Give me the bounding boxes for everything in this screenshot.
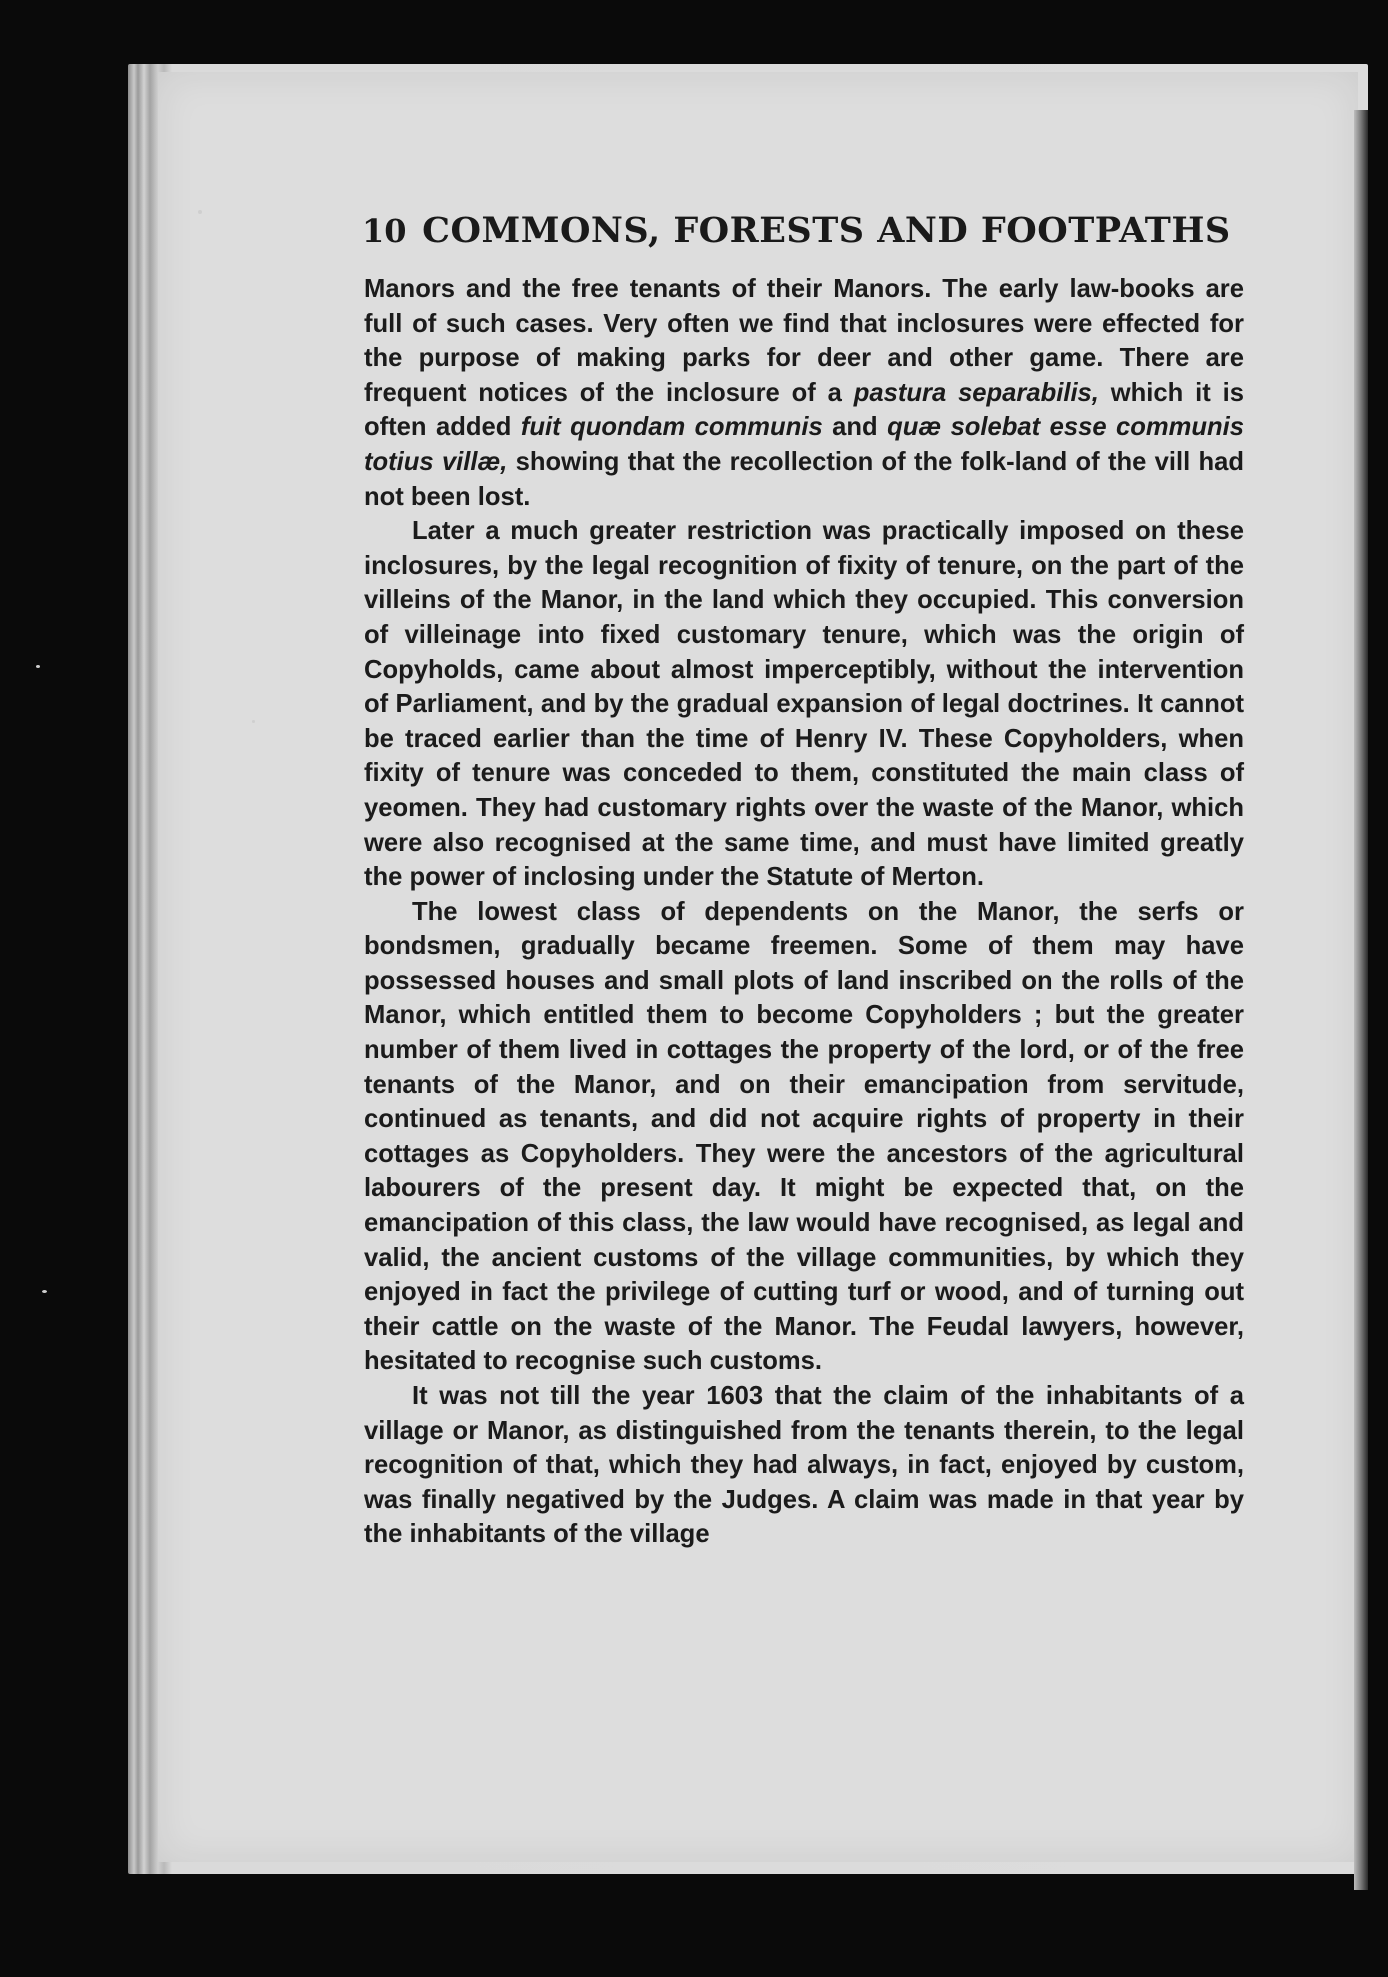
dust-speck — [42, 1290, 47, 1293]
text-run: which it is often added — [364, 378, 1244, 442]
italic-latin-phrase: pastura separabilis, — [853, 378, 1099, 407]
paragraph — [364, 272, 1244, 514]
paragraph — [364, 514, 1244, 895]
text-run: and — [822, 413, 888, 442]
text-run: showing that the recollection of the folk-land of the vill had not been lost. — [364, 447, 1244, 511]
page-header — [362, 210, 1262, 251]
text-run: Manors and the free tenants of their Manors. The early law-books are full of such cases. Very often we find that inclosures were effected for the purpose of making parks for deer and other game. There are frequent notices of the inclosure of a — [364, 275, 1244, 407]
text-run: It was not till the year 1603 that the claim of the inhabitants of a village or Manor, as distinguished from the tenants therein, to the legal recognition of that, which they had always, in fact, enjoyed by custom, was finally negatived by the Judges. A claim was made in that year by the inhabitants of the village — [364, 1382, 1244, 1549]
text-run: Later a much greater restriction was practically imposed on these inclosures, by the legal recognition of fixity of tenure, on the part of the villeins of the Manor, in the land which they occupied. This conversion of villeinage into fixed customary tenure, which was the origin of Copyholds, came about almost imperceptibly, without the intervention of Parliament, and by the gradual expansion of legal doctrines. It cannot be traced earlier than the time of Henry IV. These Copyholders, when fixity of tenure was conceded to them, constituted the main class of yeomen. They had customary rights over the waste of the Manor, which were also recognised at the same time, and must have limited greatly the power of inclosing under the Statute of Merton. — [364, 517, 1244, 892]
dust-speck — [36, 665, 40, 668]
dust-speck — [198, 210, 202, 214]
page-number: 10 — [362, 212, 407, 250]
body-text — [364, 272, 1244, 1552]
paragraph — [364, 895, 1244, 1379]
text-run: The lowest class of dependents on the Manor, the serfs or bondsmen, gradually became freemen. Some of them may have possessed houses and small plots of land inscribed on the rolls of the Manor, which entitled them to become Copyholders ; but the greater number of them lived in cottages the property of the lord, or of the free tenants of the Manor, and on their emancipation from servitude, continued as tenants, and did not acquire rights of property in their cottages as Copyholders. They were the ancestors of the agricultural labourers of the present day. It might be expected that, on the emancipation of this class, the law would have recognised, as legal and valid, the ancient customs of the village communities, by which they enjoyed in fact the privilege of cutting turf or wood, and of turning out their cattle on the waste of the Manor. The Feudal lawyers, however, hesitated to recognise such customs. — [364, 897, 1244, 1376]
paragraph — [364, 1379, 1244, 1552]
dust-speck — [252, 720, 255, 723]
page-right-edge-shadow — [1354, 110, 1368, 1890]
italic-latin-phrase: fuit quondam communis — [520, 413, 823, 442]
italic-latin-phrase: quæ solebat esse communis totius villæ, — [364, 413, 1245, 476]
running-title: COMMONS, FORESTS AND FOOTPATHS — [422, 210, 1231, 251]
